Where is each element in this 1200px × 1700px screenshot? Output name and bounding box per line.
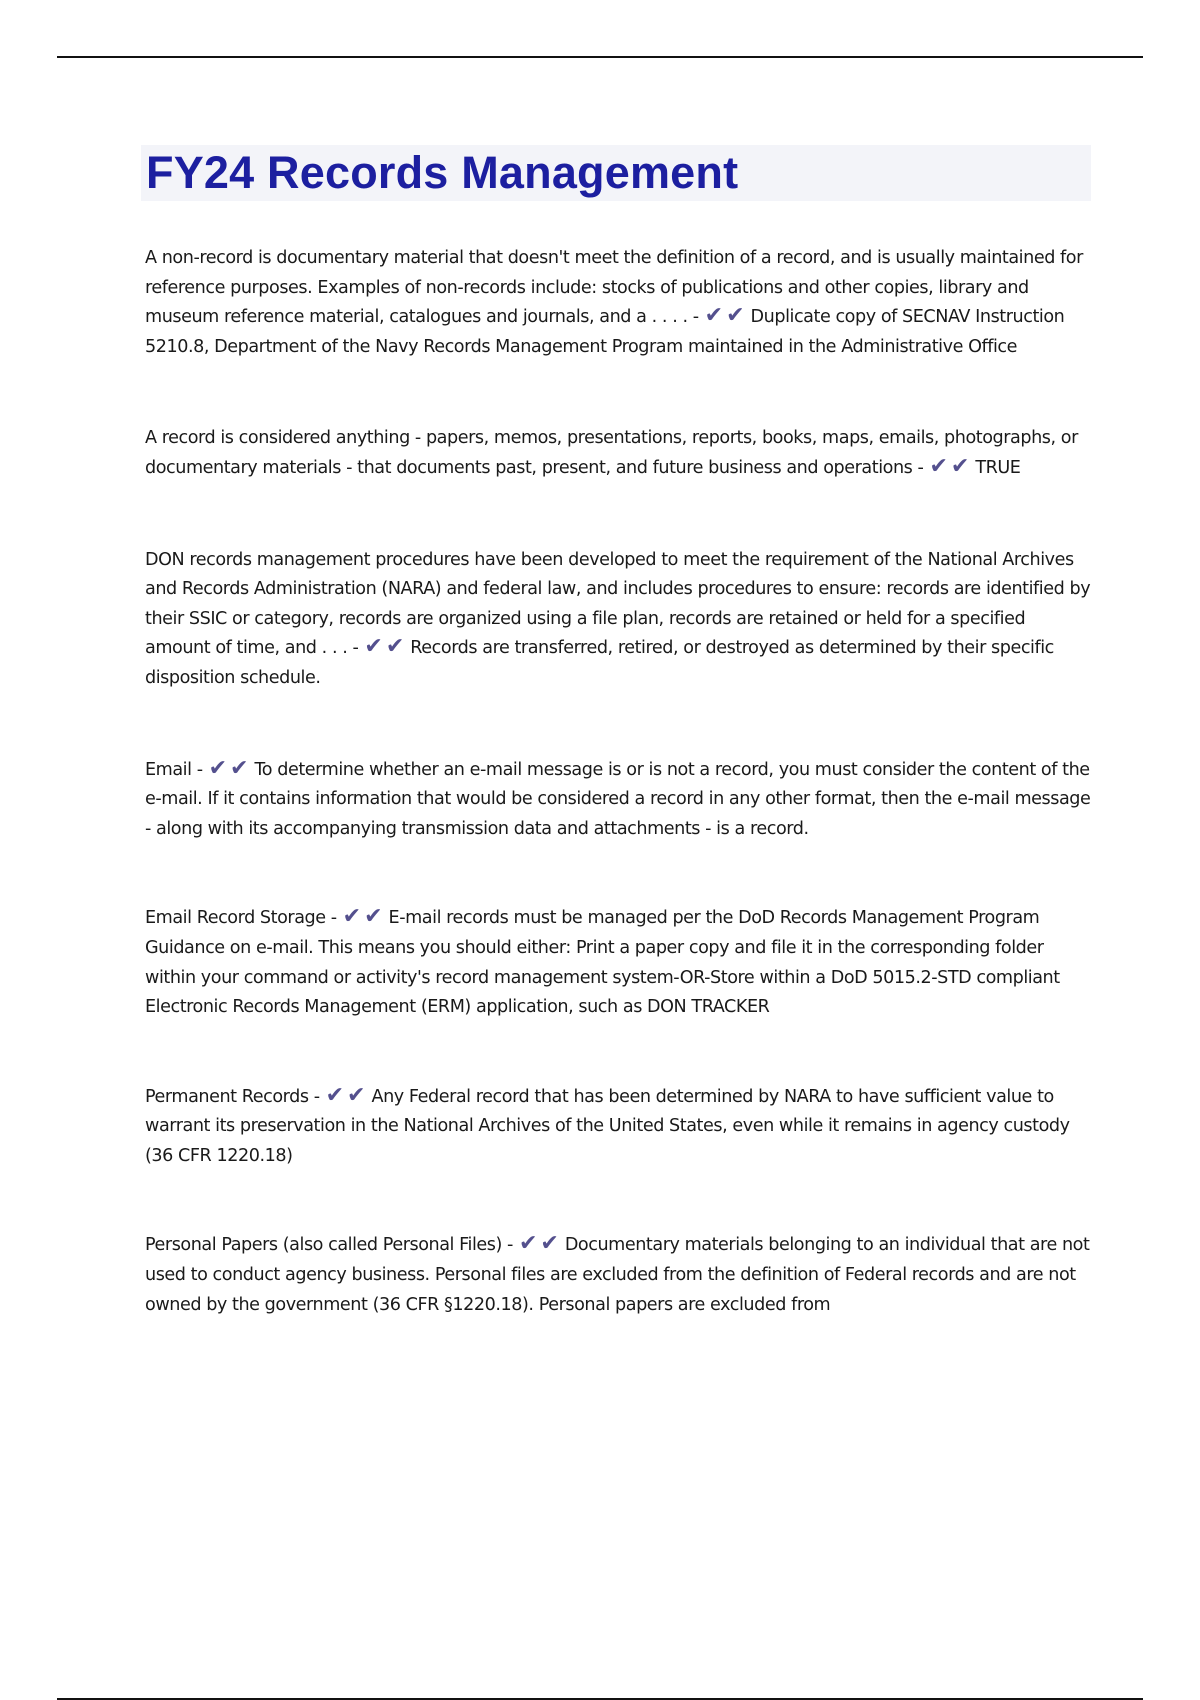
answer-text: Records are transferred, retired, or destroyed as determined by their specific disposition schedule. xyxy=(145,638,1054,688)
question-text: Email Record Storage - xyxy=(145,908,337,929)
qa-entry xyxy=(145,546,1095,694)
check-mark-icon: ✔✔ xyxy=(342,904,386,930)
qa-entry xyxy=(145,1231,1095,1320)
check-mark-icon: ✔✔ xyxy=(208,755,252,781)
answer-text: To determine whether an e-mail message is or is not a record, you must consider the content of the e-mail. If it contains information that would be considered a record in any other format, then the e-mail message - along with its accompanying transmission data and attachments - is a record. xyxy=(145,759,1091,839)
qa-entry xyxy=(145,244,1095,362)
qa-entry xyxy=(145,424,1095,483)
check-mark-icon: ✔✔ xyxy=(929,453,973,479)
question-text: A non-record is documentary material that doesn't meet the definition of a record, and is usually maintained for reference purposes. Examples of non-records include: stocks of publications and other copies, library and museum reference material, catalogues and journals, and a . . . . - xyxy=(145,248,1083,328)
answer-text: Duplicate copy of SECNAV Instruction 5210.8, Department of the Navy Records Management Program maintained in the Administrative Office xyxy=(145,307,1065,357)
question-text: Email - xyxy=(145,759,203,780)
check-mark-icon: ✔✔ xyxy=(518,1231,562,1257)
top-rule xyxy=(57,56,1143,58)
question-text: DON records management procedures have been developed to meet the requirement of the National Archives and Records Administration (NARA) and federal law, and includes procedures to ensure: records are identified by their SSIC or category, records are organized using a file plan, records are retained or held for a specified amount of time, and . . . - xyxy=(145,549,1091,659)
qa-entry xyxy=(145,1083,1095,1172)
check-mark-icon: ✔✔ xyxy=(704,303,748,329)
qa-entry xyxy=(145,904,1095,1022)
check-mark-icon: ✔✔ xyxy=(364,634,408,660)
qa-list xyxy=(145,244,1095,1380)
question-text: A record is considered anything - papers, memos, presentations, reports, books, maps, emails, photographs, or documentary materials - that documents past, present, and future business and operations - xyxy=(145,428,1078,478)
page-title: FY24 Records Management xyxy=(146,147,739,198)
answer-text: TRUE xyxy=(975,457,1021,478)
question-text: Personal Papers (also called Personal Files) - xyxy=(145,1235,513,1256)
question-text: Permanent Records - xyxy=(145,1086,320,1107)
answer-text: E-mail records must be managed per the DoD Records Management Program Guidance on e-mail. This means you should either: Print a paper copy and file it in the corresponding folder within your command or activity's record management system-OR-Store within a DoD 5015.2-STD compliant Electronic Records Management (ERM) application, such as DON TRACKER xyxy=(145,908,1060,1018)
check-mark-icon: ✔✔ xyxy=(325,1082,369,1108)
answer-text: Any Federal record that has been determined by NARA to have sufficient value to warrant its preservation in the National Archives of the United States, even while it remains in agency custody (36 CFR 1220.18) xyxy=(145,1086,1070,1166)
qa-entry xyxy=(145,756,1095,845)
answer-text: Documentary materials belonging to an individual that are not used to conduct agency business. Personal files are excluded from the definition of Federal records and are not owned by the government (36 CFR §1220.18). Personal papers are excluded from xyxy=(145,1235,1090,1315)
